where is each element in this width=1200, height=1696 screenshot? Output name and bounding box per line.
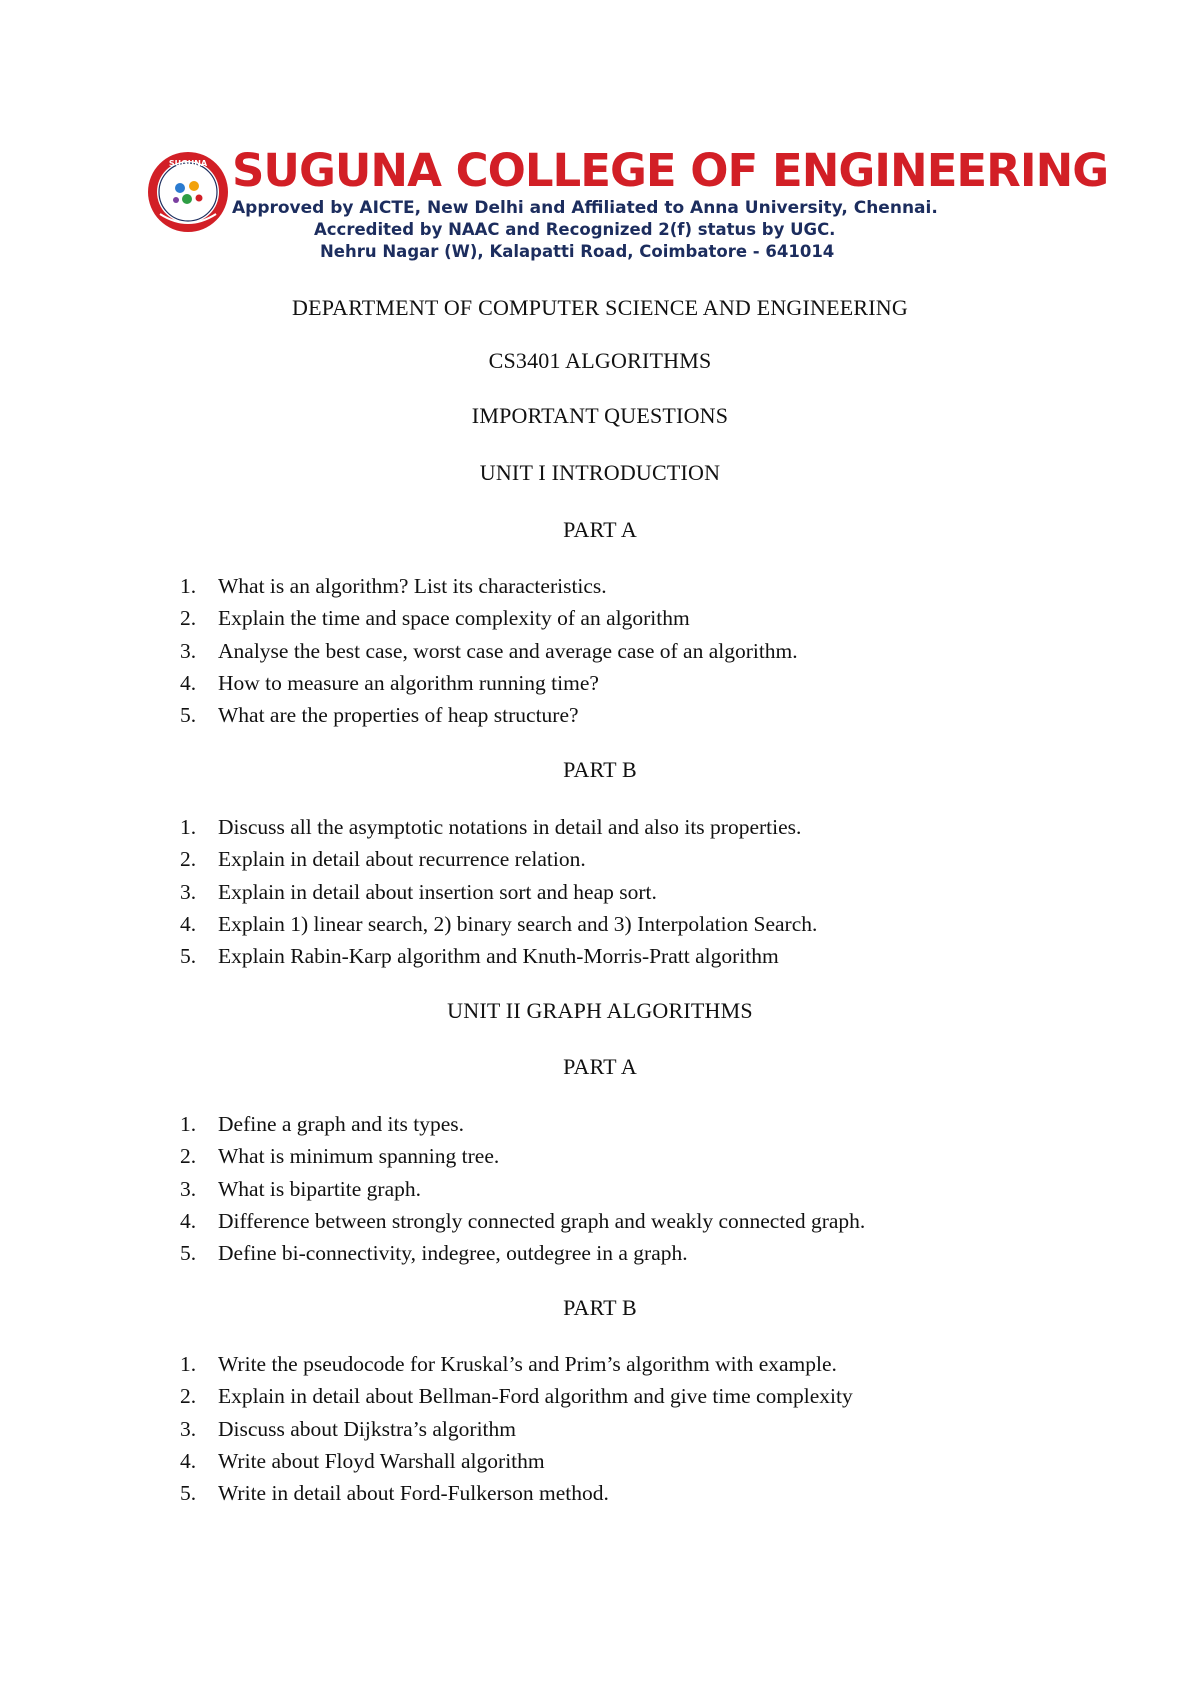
list-item: 2. Explain in detail about Bellman-Ford algorithm and give time complexity bbox=[180, 1384, 853, 1409]
unit-2-part-b-heading: PART B bbox=[563, 1295, 637, 1320]
college-seal-icon bbox=[146, 150, 230, 234]
list-item: 4. Write about Floyd Warshall algorithm bbox=[180, 1448, 545, 1473]
college-letterhead bbox=[140, 140, 1109, 270]
list-item: 5. Explain Rabin-Karp algorithm and Knuth-Morris-Pratt algorithm bbox=[180, 944, 779, 969]
department-heading: DEPARTMENT OF COMPUTER SCIENCE AND ENGINEERING bbox=[292, 295, 908, 320]
list-item: 3. Analyse the best case, worst case and average case of an algorithm. bbox=[180, 638, 798, 663]
seal-text: SUGUNA bbox=[168, 159, 208, 168]
list-item: 2. Explain in detail about recurrence relation. bbox=[180, 847, 586, 872]
list-item: 4. Explain 1) linear search, 2) binary search and 3) Interpolation Search. bbox=[180, 911, 818, 936]
unit-1-part-a-heading: PART A bbox=[563, 517, 637, 542]
list-item: 1. What is an algorithm? List its characteristics. bbox=[180, 574, 607, 598]
college-name: SUGUNA COLLEGE OF ENGINEERING bbox=[232, 144, 1109, 197]
list-item: 3. Discuss about Dijkstra’s algorithm bbox=[180, 1416, 516, 1441]
address-line: Nehru Nagar (W), Kalapatti Road, Coimbatore - 641014 bbox=[320, 242, 835, 261]
list-item: 1. Discuss all the asymptotic notations in detail and also its properties. bbox=[180, 815, 802, 839]
accreditation-line: Accredited by NAAC and Recognized 2(f) status by UGC. bbox=[314, 220, 836, 239]
unit-1-title: UNIT I INTRODUCTION bbox=[479, 460, 721, 485]
list-item: 5. Write in detail about Ford-Fulkerson method. bbox=[180, 1481, 609, 1506]
list-item: 4. How to measure an algorithm running time? bbox=[180, 670, 599, 695]
unit-1-part-b-heading: PART B bbox=[563, 757, 637, 782]
list-item: 2. What is minimum spanning tree. bbox=[180, 1144, 500, 1169]
unit-2-part-b-questions bbox=[180, 1348, 1080, 1509]
list-item: 5. Define bi-connectivity, indegree, outdegree in a graph. bbox=[180, 1241, 688, 1266]
list-item: 3. Explain in detail about insertion sort and heap sort. bbox=[180, 879, 657, 904]
list-item: 1. Write the pseudocode for Kruskal’s and Prim’s algorithm with example. bbox=[180, 1352, 837, 1376]
list-item: 5. What are the properties of heap structure? bbox=[180, 703, 579, 728]
document-title: IMPORTANT QUESTIONS bbox=[471, 403, 729, 428]
list-item: 1. Define a graph and its types. bbox=[180, 1112, 464, 1136]
unit-2-part-a-heading: PART A bbox=[563, 1054, 637, 1079]
unit-1-part-a-questions bbox=[180, 570, 1080, 731]
course-heading: CS3401 ALGORITHMS bbox=[488, 348, 712, 373]
unit-1-part-b-questions bbox=[180, 811, 1080, 972]
list-item: 3. What is bipartite graph. bbox=[180, 1176, 421, 1201]
list-item: 2. Explain the time and space complexity of an algorithm bbox=[180, 606, 690, 631]
list-item: 4. Difference between strongly connected graph and weakly connected graph. bbox=[180, 1208, 866, 1233]
unit-2-part-a-questions bbox=[180, 1108, 1080, 1269]
approval-line: Approved by AICTE, New Delhi and Affiliated to Anna University, Chennai. bbox=[232, 198, 938, 218]
unit-2-title: UNIT II GRAPH ALGORITHMS bbox=[447, 998, 753, 1023]
